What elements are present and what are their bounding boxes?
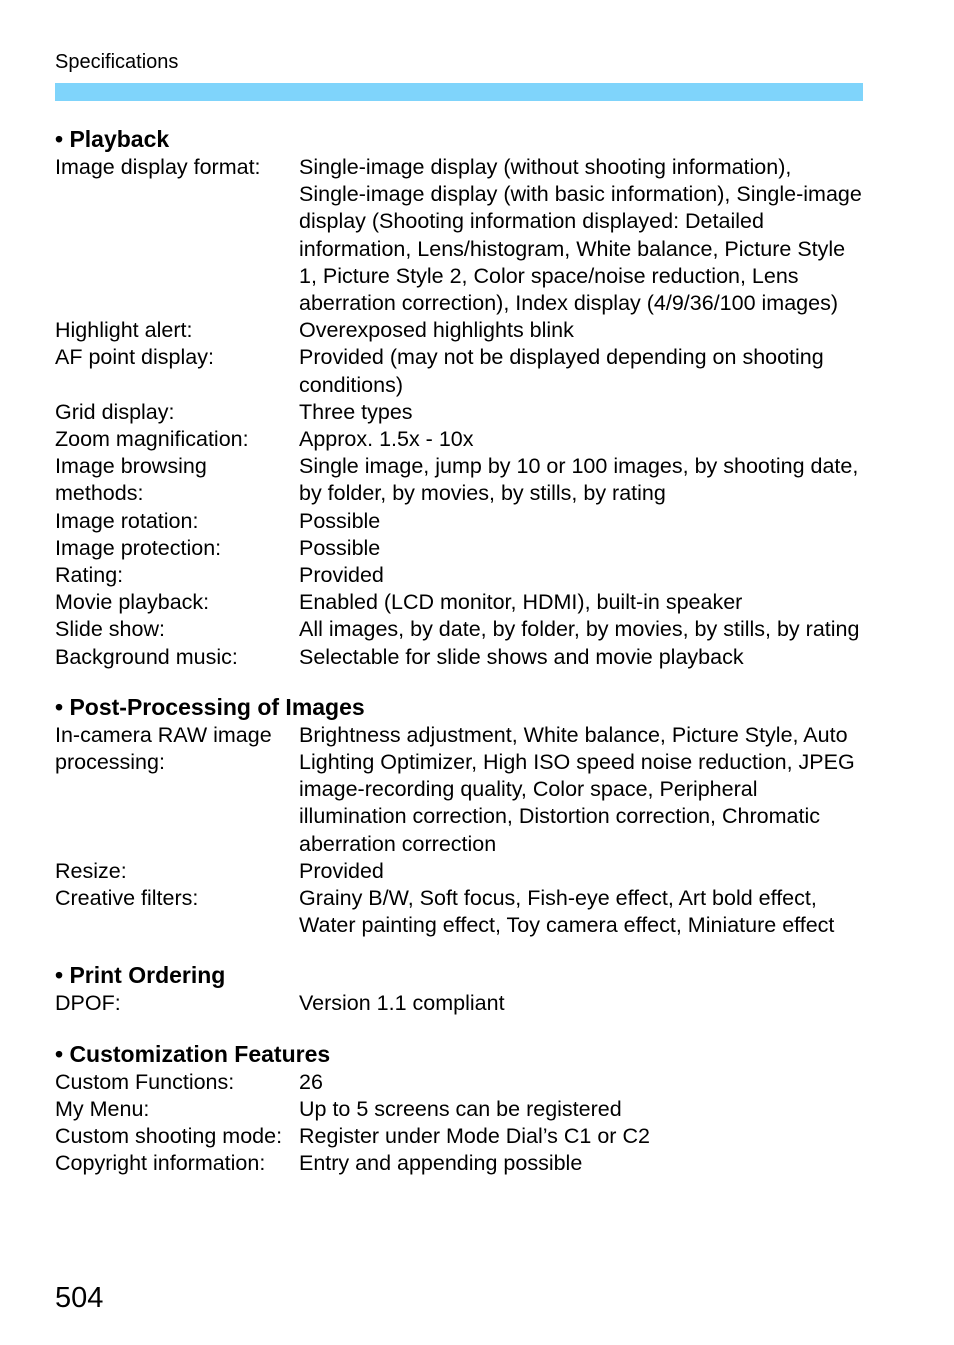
spec-row xyxy=(55,722,863,858)
section-title: • Customization Features xyxy=(55,1040,331,1067)
spec-row xyxy=(55,508,863,535)
header-bar xyxy=(55,83,863,101)
spec-row xyxy=(55,616,863,643)
spec-row xyxy=(55,154,863,317)
spec-label: Copyright information: xyxy=(55,1151,266,1176)
section-playback xyxy=(55,124,863,671)
spec-label: Custom shooting mode: xyxy=(55,1124,283,1149)
spec-value: Provided (may not be displayed depending on shooting conditions) xyxy=(299,345,824,397)
spec-label: Background music: xyxy=(55,644,238,669)
spec-label: In-camera RAW image processing: xyxy=(55,722,272,775)
spec-row xyxy=(55,562,863,589)
section-title: • Post-Processing of Images xyxy=(55,693,365,720)
spec-value: Up to 5 screens can be registered xyxy=(299,1096,622,1121)
spec-label: Custom Functions: xyxy=(55,1069,235,1094)
spec-value: All images, by date, by folder, by movies, by stills, by rating xyxy=(299,617,860,642)
spec-label: AF point display: xyxy=(55,345,214,370)
spec-label: Creative filters: xyxy=(55,886,199,911)
section-print-ordering xyxy=(55,960,863,1017)
spec-value: Possible xyxy=(299,508,381,533)
spec-row xyxy=(55,1123,863,1150)
spec-row xyxy=(55,589,863,616)
spec-label: DPOF: xyxy=(55,991,121,1016)
spec-row xyxy=(55,426,863,453)
spec-row xyxy=(55,885,863,939)
spec-label: Rating: xyxy=(55,563,124,588)
spec-row xyxy=(55,453,863,507)
spec-value: Single-image display (without shooting information), Single-image display (with basic information), Single-image display (Shooting information displayed: Detailed information, Lens/histogram, White balance, Picture Style 1, Picture Style 2, Color space/noise reduction, Lens aberration correction), Index display (4/9/36/100 images) xyxy=(299,155,862,316)
spec-label: Resize: xyxy=(55,858,127,883)
page-number: 504 xyxy=(55,1282,104,1314)
spec-label: Movie playback: xyxy=(55,590,210,615)
spec-row xyxy=(55,990,863,1017)
spec-value: Entry and appending possible xyxy=(299,1151,583,1176)
spec-label: Grid display: xyxy=(55,399,175,424)
spec-value: Register under Mode Dial’s C1 or C2 xyxy=(299,1124,650,1149)
spec-value: Enabled (LCD monitor, HDMI), built-in speaker xyxy=(299,590,743,615)
spec-label: Image display format: xyxy=(55,155,261,179)
spec-value: Version 1.1 compliant xyxy=(299,991,505,1016)
spec-value: Provided xyxy=(299,858,384,883)
spec-label: Image rotation: xyxy=(55,508,199,533)
spec-label: Image browsing methods: xyxy=(55,454,207,506)
spec-value: Selectable for slide shows and movie playback xyxy=(299,644,744,669)
running-head: Specifications xyxy=(55,51,179,73)
spec-label: Slide show: xyxy=(55,617,165,642)
spec-label: My Menu: xyxy=(55,1096,150,1121)
spec-row xyxy=(55,1096,863,1123)
spec-row xyxy=(55,344,863,398)
spec-value: Provided xyxy=(299,563,384,588)
section-title: • Playback xyxy=(55,126,170,152)
spec-value: 26 xyxy=(299,1069,323,1094)
spec-row xyxy=(55,1069,863,1096)
spec-value: Grainy B/W, Soft focus, Fish-eye effect, Art bold effect, Water painting effect, Toy camera effect, Miniature effect xyxy=(299,886,835,938)
spec-value: Overexposed highlights blink xyxy=(299,318,574,343)
spec-row xyxy=(55,644,863,671)
spec-label: Highlight alert: xyxy=(55,318,193,343)
spec-row xyxy=(55,1150,863,1177)
spec-row xyxy=(55,858,863,885)
spec-row xyxy=(55,399,863,426)
spec-value: Single image, jump by 10 or 100 images, by shooting date, by folder, by movies, by stills, by rating xyxy=(299,454,859,506)
section-post-processing xyxy=(55,692,863,940)
spec-value: Approx. 1.5x - 10x xyxy=(299,427,474,452)
spec-label: Zoom magnification: xyxy=(55,427,249,452)
spec-row xyxy=(55,317,863,344)
section-title: • Print Ordering xyxy=(55,962,226,989)
spec-content xyxy=(55,124,863,1199)
spec-value: Three types xyxy=(299,399,413,424)
spec-label: Image protection: xyxy=(55,535,222,560)
spec-value: Brightness adjustment, White balance, Picture Style, Auto Lighting Optimizer, High ISO speed noise reduction, JPEG image-recording quality, Color space, Peripheral illumination correction, Distortion correction, Chromatic aberration correction xyxy=(299,722,855,856)
spec-row xyxy=(55,535,863,562)
spec-value: Possible xyxy=(299,535,381,560)
section-customization xyxy=(55,1039,863,1178)
